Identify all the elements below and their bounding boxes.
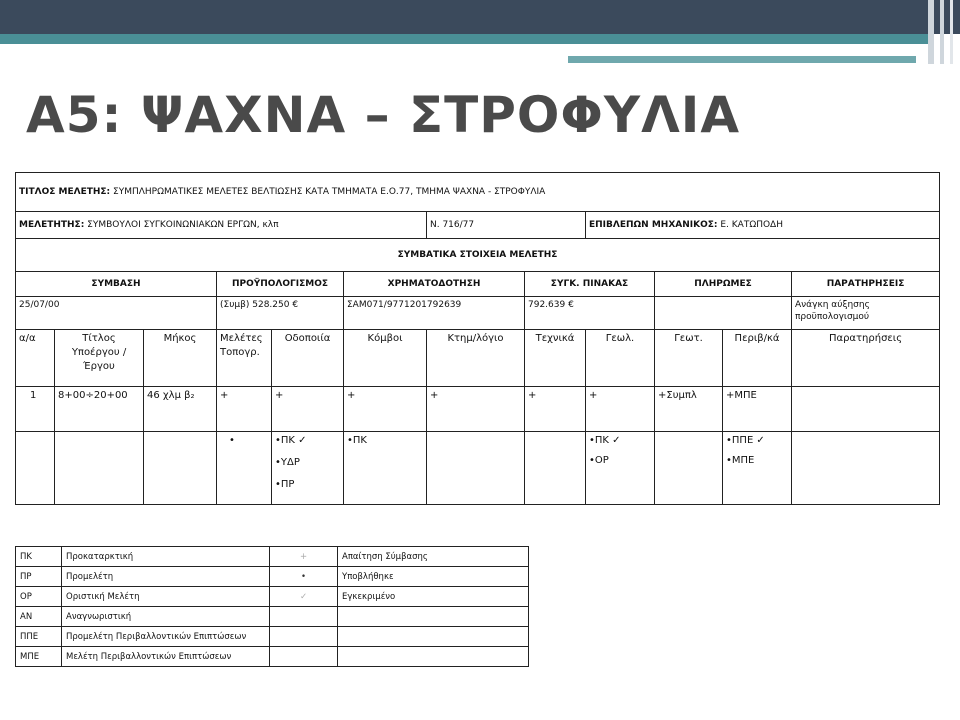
legend-row [16,607,529,627]
col-header: Οδοποιία [272,330,344,387]
contract-header: ΠΛΗΡΩΜΕΣ [655,272,792,297]
row-env: +ΜΠΕ [723,387,792,432]
status-road: •ΠΚ ✓ [275,435,307,446]
legend-code: ΠΡ [16,567,62,587]
legend-meaning: Προμελέτη [62,567,270,587]
legend-symbol: • [270,567,338,587]
designer-row [16,212,940,239]
section-title: ΣΥΜΒΑΤΙΚΑ ΣΤΟΙΧΕΙΑ ΜΕΛΕΤΗΣ [16,239,940,272]
row-geot: +Συμπλ [655,387,723,432]
slide-accent-band [0,34,930,44]
legend-code: ΟΡ [16,587,62,607]
row-topo: + [217,387,272,432]
slide-side-bar [940,0,944,64]
slide-side-bar [950,0,953,64]
status-road: •ΥΔΡ [275,457,300,468]
designer-value: ΣΥΜΒΟΥΛΟΙ ΣΥΓΚΟΙΝΩΝΙΑΚΩΝ ΕΡΓΩΝ, κλπ [84,220,279,230]
legend-meaning: Προκαταρκτική [62,547,270,567]
legend-symbol-meaning [338,627,529,647]
col-header: α/α [16,330,55,387]
legend-meaning: Αναγνωριστική [62,607,270,627]
designer-label: ΜΕΛΕΤΗΤΗΣ: [19,220,85,230]
row-title: 8+00÷20+00 [55,387,144,432]
supervisor-label: ΕΠΙΒΛΕΠΩΝ ΜΗΧΑΝΙΚΟΣ: [589,220,718,230]
col-header: Μήκος [144,330,217,387]
row-road: + [272,387,344,432]
section-title-row [16,239,940,272]
study-title-row [16,173,940,212]
legend-symbol [270,627,338,647]
legend-symbol-meaning: Εγκεκριμένο [338,587,529,607]
studies-header-row [16,330,940,387]
slide-title: A5: ΨΑΧΝΑ – ΣΤΡΟΦΥΛΙΑ [26,86,741,144]
contract-value: Ανάγκη αύξησης προϋπολογισμού [792,297,940,330]
study-row [16,387,940,432]
contract-header: ΧΡΗΜΑΤΟΔΟΤΗΣΗ [344,272,525,297]
status-geol: •ΠΚ ✓ [589,435,621,446]
row-technical: + [525,387,586,432]
status-env: •ΠΠΕ ✓ [726,435,765,446]
legend-code: ΜΠΕ [16,647,62,667]
study-title-value: ΣΥΜΠΛΗΡΩΜΑΤΙΚΕΣ ΜΕΛΕΤΕΣ ΒΕΛΤΙΩΣΗΣ ΚΑΤΑ ΤΜΗΜΑΤΑ Ε.Ο.77, ΤΜΗΜΑ ΨΑΧΝΑ - ΣΤΡΟΦΥΛΙΑ [110,187,546,197]
legend-meaning: Προμελέτη Περιβαλλοντικών Επιπτώσεων [62,627,270,647]
study-title-label: ΤΙΤΛΟΣ ΜΕΛΕΤΗΣ: [19,187,111,197]
contract-header-row [16,272,940,297]
status-road: •ΠΡ [275,479,295,490]
row-cadastre: + [427,387,525,432]
col-header: Κόμβοι [344,330,427,387]
contract-value: 25/07/00 [16,297,217,330]
supervisor-value: Ε. ΚΑΤΩΠΟΔΗ [717,220,783,230]
legend-row [16,647,529,667]
status-topo: • [217,432,272,505]
col-header: Παρατηρήσεις [792,330,940,387]
legend-symbol-meaning: Υποβλήθηκε [338,567,529,587]
col-header: Περιβ/κά [723,330,792,387]
row-nodes: + [344,387,427,432]
contract-value [655,297,792,330]
slide-side-bar [928,0,934,64]
col-header: Γεωλ. [586,330,655,387]
contract-value: (Συμβ) 528.250 € [217,297,344,330]
row-geol: + [586,387,655,432]
legend-symbol-meaning [338,607,529,627]
slide-top-band [0,0,960,34]
legend-symbol-meaning [338,647,529,667]
legend-symbol: + [270,547,338,567]
row-length: 46 χλμ β₂ [144,387,217,432]
legend-code: ΑΝ [16,607,62,627]
status-nodes: •ΠΚ [347,435,367,446]
contract-value: ΣΑΜ071/9771201792639 [344,297,525,330]
slide-accent-stripe [568,56,916,63]
study-status-row [16,432,940,505]
legend-symbol [270,647,338,667]
contract-header: ΣΥΜΒΑΣΗ [16,272,217,297]
legend-row [16,567,529,587]
legend-meaning: Οριστική Μελέτη [62,587,270,607]
status-geol: •ΟΡ [589,455,609,466]
contract-header: ΠΑΡΑΤΗΡΗΣΕΙΣ [792,272,940,297]
col-header: Μελέτες Τοπογρ. [217,330,272,387]
legend-code: ΠΠΕ [16,627,62,647]
legend-row [16,627,529,647]
legend-meaning: Μελέτη Περιβαλλοντικών Επιπτώσεων [62,647,270,667]
row-notes [792,387,940,432]
col-header: Τεχνικά [525,330,586,387]
contract-value: 792.639 € [525,297,655,330]
legend-row [16,547,529,567]
contract-header: ΣΥΓΚ. ΠΙΝΑΚΑΣ [525,272,655,297]
contract-value-row [16,297,940,330]
law-cell: Ν. 716/77 [427,212,586,239]
legend-row [16,587,529,607]
row-index: 1 [16,387,55,432]
legend-symbol-meaning: Απαίτηση Σύμβασης [338,547,529,567]
status-env: •ΜΠΕ [726,455,755,466]
col-header: Τίτλος Υποέργου / Έργου [55,330,144,387]
legend-code: ΠΚ [16,547,62,567]
legend-table [15,546,529,667]
col-header: Κτημ/λόγιο [427,330,525,387]
contract-header: ΠΡΟΫΠΟΛΟΓΙΣΜΟΣ [217,272,344,297]
col-header: Γεωτ. [655,330,723,387]
legend-symbol: ✓ [270,587,338,607]
study-table [15,172,940,505]
legend-symbol [270,607,338,627]
